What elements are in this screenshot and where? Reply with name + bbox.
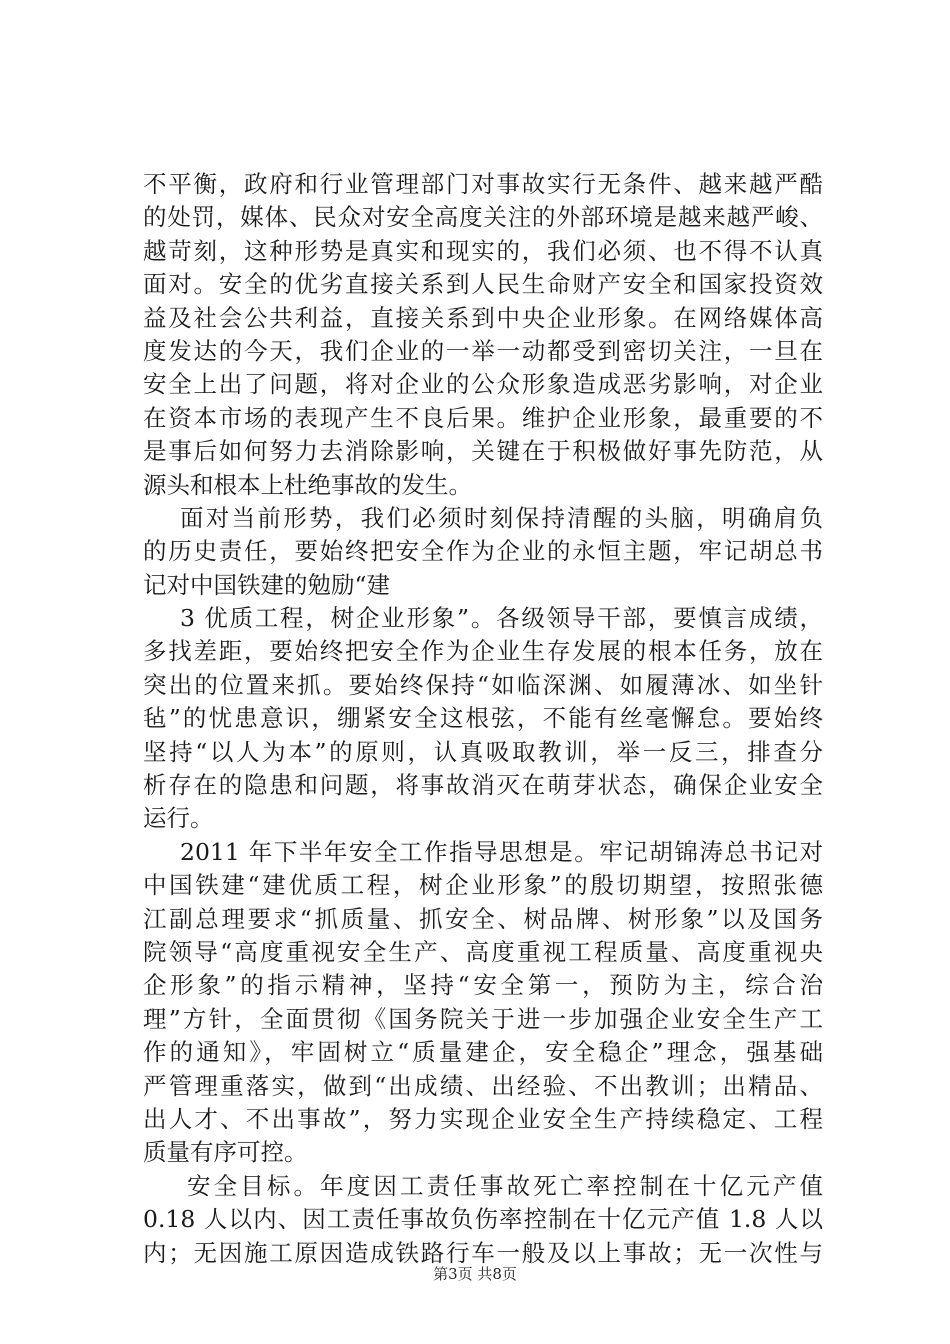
text-line: 是事后如何努力去消除影响，关键在于积极做好事先防范，从: [143, 437, 823, 466]
page-number-label: 第3页 共8页: [433, 1265, 517, 1283]
page-footer: [0, 1264, 950, 1284]
text-line: 多找差距，要始终把安全作为企业生存发展的根本任务，放在: [143, 637, 823, 666]
text-line: 严管理重落实，做到“出成绩、出经验、不出教训；出精品、: [143, 1071, 823, 1100]
text-line: 中国铁建“建优质工程，树企业形象”的殷切期望，按照张德: [143, 871, 823, 900]
text-line: 江副总理要求“抓质量、抓安全、树品牌、树形象”以及国务: [143, 904, 823, 933]
text-line: 度发达的今天，我们企业的一举一动都受到密切关注，一旦在: [143, 336, 823, 365]
text-line: 源头和根本上杜绝事故的发生。: [143, 470, 472, 499]
text-line: 作的通知》，牢固树立“质量建企，安全稳企”理念，强基础: [143, 1038, 823, 1067]
text-line: 0.18 人以内、因工责任事故负伤率控制在十亿元产值 1.8 人以: [143, 1205, 823, 1234]
text-line: 析存在的隐患和问题，将事故消灭在萌芽状态，确保企业安全: [143, 771, 823, 800]
text-line: 毡”的忧患意识，绷紧安全这根弦，不能有丝毫懈怠。要始终: [143, 704, 823, 733]
text-line: 突出的位置来抓。要始终保持“如临深渊、如履薄冰、如坐针: [143, 670, 823, 699]
paragraph-start-line: 2011 年下半年安全工作指导思想是。牢记胡锦涛总书记对: [180, 837, 823, 866]
text-line: 出人才、不出事故”，努力实现企业安全生产持续稳定、工程: [143, 1104, 823, 1133]
paragraph-start-line: 安全目标。年度因工责任事故死亡率控制在十亿元产值: [187, 1171, 823, 1200]
text-line: 越苛刻，这种形势是真实和现实的，我们必须、也不得不认真: [143, 236, 823, 265]
text-line: 理”方针，全面贯彻《国务院关于进一步加强企业安全生产工: [143, 1004, 823, 1033]
paragraph-start-line: 3 优质工程，树企业形象”。各级领导干部，要慎言成绩，: [180, 604, 823, 633]
text-line: 企形象”的指示精神，坚持“安全第一，预防为主，综合治: [143, 971, 823, 1000]
text-line: 的处罚，媒体、民众对安全高度关注的外部环境是越来越严峻、: [143, 203, 823, 232]
paragraph-start-line: 面对当前形势，我们必须时刻保持清醒的头脑，明确肩负: [180, 503, 823, 532]
text-line: 质量有序可控。: [143, 1138, 308, 1167]
text-line: 运行。: [143, 804, 214, 833]
text-line: 不平衡，政府和行业管理部门对事故实行无条件、越来越严酷: [143, 170, 823, 198]
text-line: 面对。安全的优劣直接关系到人民生命财产安全和国家投资效: [143, 270, 823, 299]
text-line: 院领导“高度重视安全生产、高度重视工程质量、高度重视央: [143, 937, 823, 966]
text-line: 在资本市场的表现产生不良后果。维护企业形象，最重要的不: [143, 403, 823, 432]
document-body: [143, 168, 823, 1270]
text-line: 内；无因施工原因造成铁路行车一般及以上事故；无一次性与: [143, 1238, 823, 1267]
text-line: 坚持“以人为本”的原则，认真吸取教训，举一反三，排查分: [143, 737, 823, 766]
text-line: 益及社会公共利益，直接关系到中央企业形象。在网络媒体高: [143, 303, 823, 332]
text-line: 安全上出了问题，将对企业的公众形象造成恶劣影响，对企业: [143, 370, 823, 399]
text-line: 的历史责任，要始终把安全作为企业的永恒主题，牢记胡总书: [143, 537, 823, 566]
text-line: 记对中国铁建的勉励“建: [143, 570, 391, 599]
